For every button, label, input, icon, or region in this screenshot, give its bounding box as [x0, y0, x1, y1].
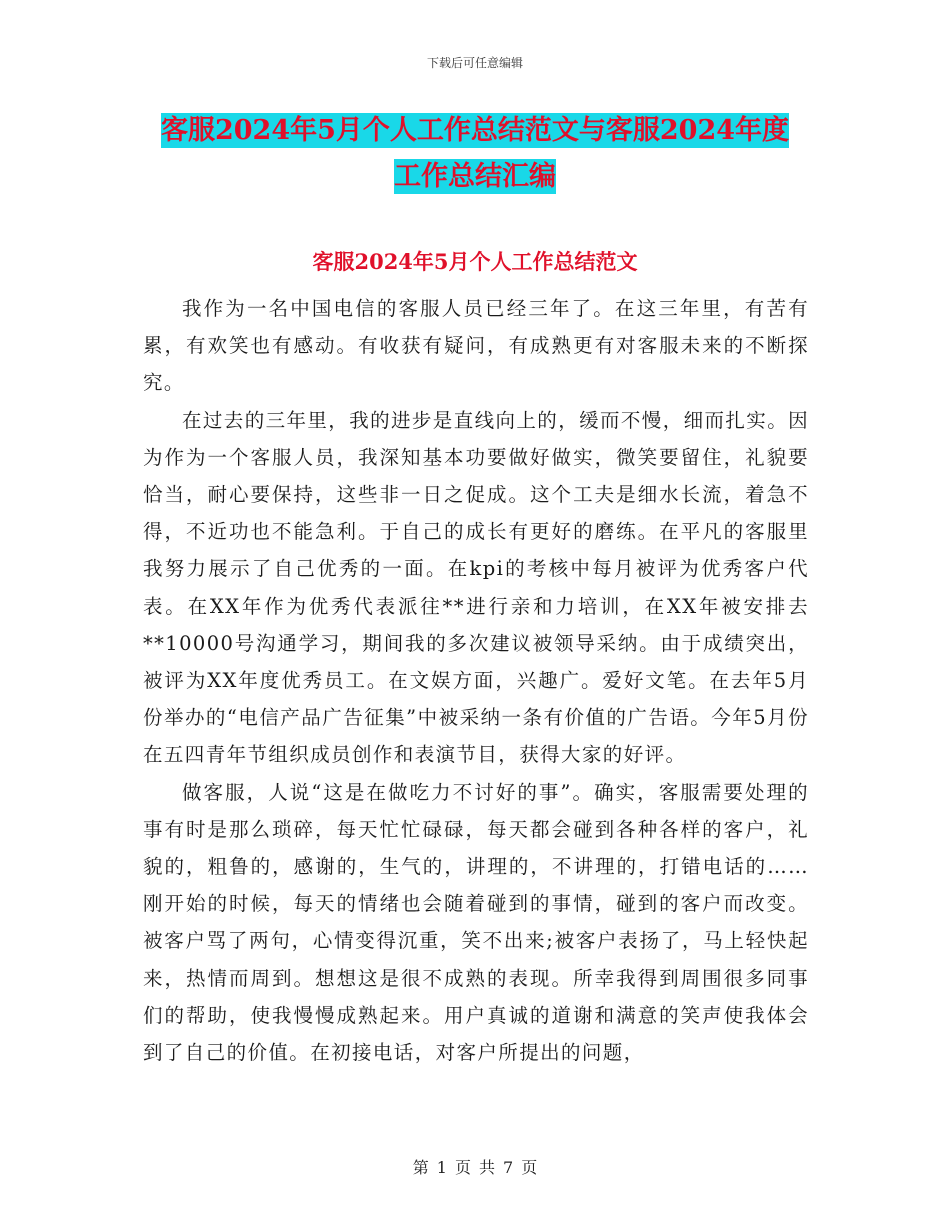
page-footer	[0, 1155, 950, 1178]
document-body	[143, 290, 809, 1071]
paragraph: 在过去的三年里，我的进步是直线向上的，缓而不慢，细而扎实。因为作为一个客服人员，我深知基本功要做好做实，微笑要留住，礼貌要恰当，耐心要保持，这些非一日之促成。这个工夫是细水长流，着急不得，不近功也不能急利。于自己的成长有更好的磨练。在平凡的客服里我努力展示了自己优秀的一面。在kpi的考核中每月被评为优秀客户代表。在XX年作为优秀代表派往**进行亲和力培训，在XX年被安排去**10000号沟通学习，期间我的多次建议被领导采纳。由于成绩突出，被评为XX年度优秀员工。在文娱方面，兴趣广。爱好文笔。在去年5月份举办的“电信产品广告征集”中被采纳一条有价值的广告语。今年5月份在五四青年节组织成员创作和表演节目，获得大家的好评。	[143, 408, 810, 767]
title-line-1: 客服2024年5月个人工作总结范文与客服2024年度	[160, 115, 790, 146]
page-number: 1	[436, 1158, 447, 1177]
footer-label-gong: 共	[479, 1158, 496, 1177]
total-pages: 7	[503, 1158, 514, 1177]
section-title: 客服2024年5月个人工作总结范文	[312, 249, 638, 274]
footer-label-ye: 页	[454, 1158, 471, 1177]
paragraph: 我作为一名中国电信的客服人员已经三年了。在这三年里，有苦有累，有欢笑也有感动。有收获有疑问，有成熟更有对客服未来的不断探究。	[143, 297, 809, 395]
paragraph: 做客服，人说“这是在做吃力不讨好的事”。确实，客服需要处理的事有时是那么琐碎，每天忙忙碌碌，每天都会碰到各种各样的客户，礼貌的，粗鲁的，感谢的，生气的，讲理的，不讲理的，打错电话的……刚开始的时候，每天的情绪也会随着碰到的事情，碰到的客户而改变。被客户骂了两句，心情变得沉重，笑不出来;被客户表扬了，马上轻快起来，热情而周到。想想这是很不成熟的表现。所幸我得到周围很多同事们的帮助，使我慢慢成熟起来。用户真诚的道谢和满意的笑声使我体会到了自己的价值。在初接电话，对客户所提出的问题，	[143, 780, 809, 1065]
document-title	[120, 108, 830, 200]
header-note: 下载后可任意编辑	[426, 56, 523, 70]
footer-label-ye2: 页	[521, 1158, 538, 1177]
title-line-2: 工作总结汇编	[394, 161, 556, 192]
footer-label-di: 第	[412, 1158, 429, 1177]
